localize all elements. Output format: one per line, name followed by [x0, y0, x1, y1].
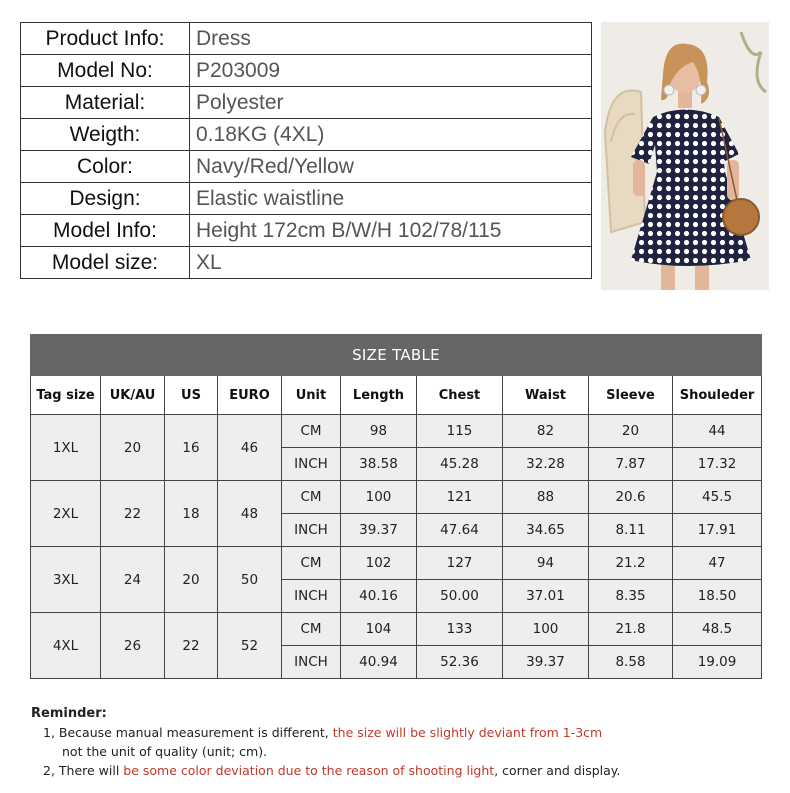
size-unit-cm: CM — [282, 613, 341, 646]
size-cell-inch: 8.11 — [589, 514, 673, 547]
size-header-cell: Unit — [282, 376, 341, 415]
size-cell-inch: 34.65 — [503, 514, 589, 547]
size-cell-cm: 48.5 — [673, 613, 762, 646]
size-cell-cm: 45.5 — [673, 481, 762, 514]
size-row-cm — [31, 613, 762, 646]
size-cell-inch: 39.37 — [341, 514, 417, 547]
size-cell-cm: 82 — [503, 415, 589, 448]
reminder-line-1-continued: not the unit of quality (unit; cm). — [62, 744, 268, 759]
info-label: Weigth: — [21, 119, 190, 151]
size-cell-inch: 8.35 — [589, 580, 673, 613]
size-cell-tag: 2XL — [31, 481, 101, 547]
size-header-cell: Waist — [503, 376, 589, 415]
size-cell-inch: 50.00 — [417, 580, 503, 613]
size-unit-cm: CM — [282, 481, 341, 514]
size-cell-us: 20 — [165, 547, 218, 613]
size-row-cm — [31, 415, 762, 448]
size-cell-inch: 18.50 — [673, 580, 762, 613]
info-value: XL — [190, 247, 592, 279]
size-cell-us: 16 — [165, 415, 218, 481]
size-header-cell: Shouleder — [673, 376, 762, 415]
info-label: Design: — [21, 183, 190, 215]
info-row — [21, 151, 592, 183]
reminder-title: Reminder: — [31, 706, 107, 721]
size-cell-cm: 44 — [673, 415, 762, 448]
product-info-table — [20, 22, 592, 279]
size-cell-inch: 47.64 — [417, 514, 503, 547]
info-value: Dress — [190, 23, 592, 55]
size-cell-cm: 47 — [673, 547, 762, 580]
size-cell-tag: 4XL — [31, 613, 101, 679]
size-cell-uk: 26 — [101, 613, 165, 679]
info-value: 0.18KG (4XL) — [190, 119, 592, 151]
size-cell-inch: 52.36 — [417, 646, 503, 679]
info-row — [21, 55, 592, 87]
size-cell-inch: 37.01 — [503, 580, 589, 613]
info-value: P203009 — [190, 55, 592, 87]
reminder-line-2-highlight: be some color deviation due to the reason of shooting light — [123, 763, 495, 778]
model-photo — [601, 22, 769, 290]
reminder-section — [31, 704, 771, 780]
size-header-cell: US — [165, 376, 218, 415]
size-unit-inch: INCH — [282, 646, 341, 679]
size-cell-cm: 133 — [417, 613, 503, 646]
size-cell-cm: 127 — [417, 547, 503, 580]
size-cell-uk: 20 — [101, 415, 165, 481]
size-cell-cm: 21.8 — [589, 613, 673, 646]
size-cell-inch: 38.58 — [341, 448, 417, 481]
size-cell-inch: 19.09 — [673, 646, 762, 679]
size-cell-inch: 7.87 — [589, 448, 673, 481]
info-value: Navy/Red/Yellow — [190, 151, 592, 183]
size-header-cell: Tag size — [31, 376, 101, 415]
size-cell-cm: 88 — [503, 481, 589, 514]
size-cell-cm: 20 — [589, 415, 673, 448]
size-cell-cm: 100 — [503, 613, 589, 646]
info-row — [21, 87, 592, 119]
size-cell-euro: 46 — [218, 415, 282, 481]
size-cell-us: 18 — [165, 481, 218, 547]
info-label: Color: — [21, 151, 190, 183]
size-unit-inch: INCH — [282, 514, 341, 547]
size-cell-uk: 22 — [101, 481, 165, 547]
size-cell-inch: 17.32 — [673, 448, 762, 481]
size-header-cell: Sleeve — [589, 376, 673, 415]
size-cell-cm: 98 — [341, 415, 417, 448]
info-row — [21, 183, 592, 215]
info-value: Height 172cm B/W/H 102/78/115 — [190, 215, 592, 247]
size-header-cell: Chest — [417, 376, 503, 415]
size-unit-cm: CM — [282, 415, 341, 448]
size-header-cell: Length — [341, 376, 417, 415]
size-unit-cm: CM — [282, 547, 341, 580]
size-cell-inch: 40.94 — [341, 646, 417, 679]
size-row-cm — [31, 481, 762, 514]
model-photo-image — [601, 22, 769, 290]
info-row — [21, 215, 592, 247]
size-cell-cm: 21.2 — [589, 547, 673, 580]
info-label: Material: — [21, 87, 190, 119]
size-row-cm — [31, 547, 762, 580]
reminder-line-2-text: 2, There will — [43, 763, 124, 778]
size-header-cell: EURO — [218, 376, 282, 415]
size-cell-euro: 50 — [218, 547, 282, 613]
info-row — [21, 119, 592, 151]
reminder-line-1 — [31, 723, 771, 742]
size-cell-cm: 115 — [417, 415, 503, 448]
reminder-line-2-suffix: , corner and display. — [494, 763, 621, 778]
size-cell-inch: 17.91 — [673, 514, 762, 547]
info-label: Product Info: — [21, 23, 190, 55]
size-cell-inch: 45.28 — [417, 448, 503, 481]
size-table-title: SIZE TABLE — [31, 335, 762, 376]
size-unit-inch: INCH — [282, 448, 341, 481]
reminder-line-2 — [31, 761, 771, 780]
info-row — [21, 23, 592, 55]
size-cell-uk: 24 — [101, 547, 165, 613]
size-cell-cm: 104 — [341, 613, 417, 646]
size-cell-us: 22 — [165, 613, 218, 679]
size-cell-inch: 40.16 — [341, 580, 417, 613]
size-cell-cm: 102 — [341, 547, 417, 580]
info-label: Model No: — [21, 55, 190, 87]
info-label: Model Info: — [21, 215, 190, 247]
info-value: Polyester — [190, 87, 592, 119]
size-cell-tag: 1XL — [31, 415, 101, 481]
size-cell-cm: 94 — [503, 547, 589, 580]
size-cell-inch: 39.37 — [503, 646, 589, 679]
size-cell-cm: 121 — [417, 481, 503, 514]
size-cell-tag: 3XL — [31, 547, 101, 613]
size-cell-cm: 100 — [341, 481, 417, 514]
size-cell-euro: 48 — [218, 481, 282, 547]
reminder-line-1-text: 1, Because manual measurement is different, — [43, 725, 333, 740]
info-value: Elastic waistline — [190, 183, 592, 215]
size-cell-euro: 52 — [218, 613, 282, 679]
size-header-cell: UK/AU — [101, 376, 165, 415]
size-cell-inch: 32.28 — [503, 448, 589, 481]
reminder-line-1-highlight: the size will be slightly deviant from 1-3cm — [332, 725, 603, 740]
size-unit-inch: INCH — [282, 580, 341, 613]
size-cell-cm: 20.6 — [589, 481, 673, 514]
size-cell-inch: 8.58 — [589, 646, 673, 679]
info-row — [21, 247, 592, 279]
size-table — [30, 334, 762, 679]
info-label: Model size: — [21, 247, 190, 279]
